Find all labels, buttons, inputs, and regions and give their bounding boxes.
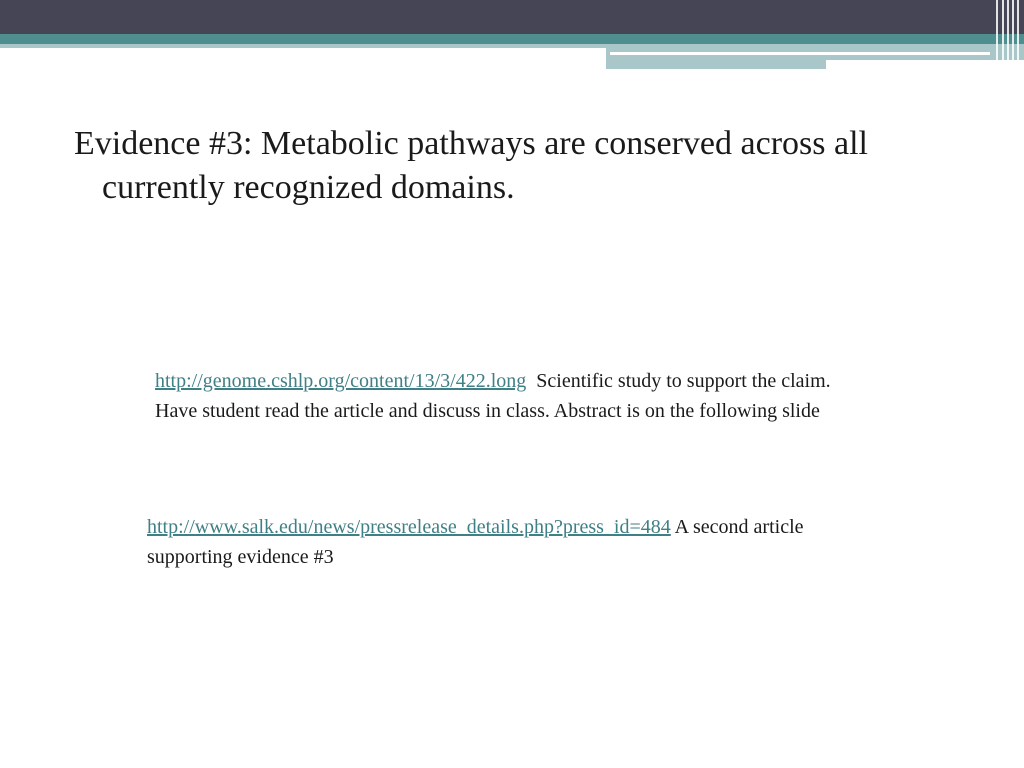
genome-article-link[interactable]: http://genome.cshlp.org/content/13/3/422.long: [155, 370, 527, 392]
header-teal-bar: [0, 34, 1024, 44]
header-right-line: [610, 52, 990, 55]
reference-note-2: [147, 512, 887, 572]
slide-title: Evidence #3: Metabolic pathways are conserved across all currently recognized domains.: [74, 125, 868, 206]
salk-article-link[interactable]: http://www.salk.edu/news/pressrelease_details.php?press_id=484: [147, 516, 671, 538]
header-vertical-lines: [994, 0, 1024, 70]
reference-note-1-text: Scientific study to support the claim. Have student read the article and discuss in class. Abstract is on the following slide: [155, 370, 831, 422]
header-dark-bar: [0, 0, 1024, 34]
header-right-accent-lower: [606, 64, 826, 69]
reference-note-2-text: A second article supporting evidence #3: [147, 516, 804, 568]
reference-note-1: [155, 366, 845, 426]
